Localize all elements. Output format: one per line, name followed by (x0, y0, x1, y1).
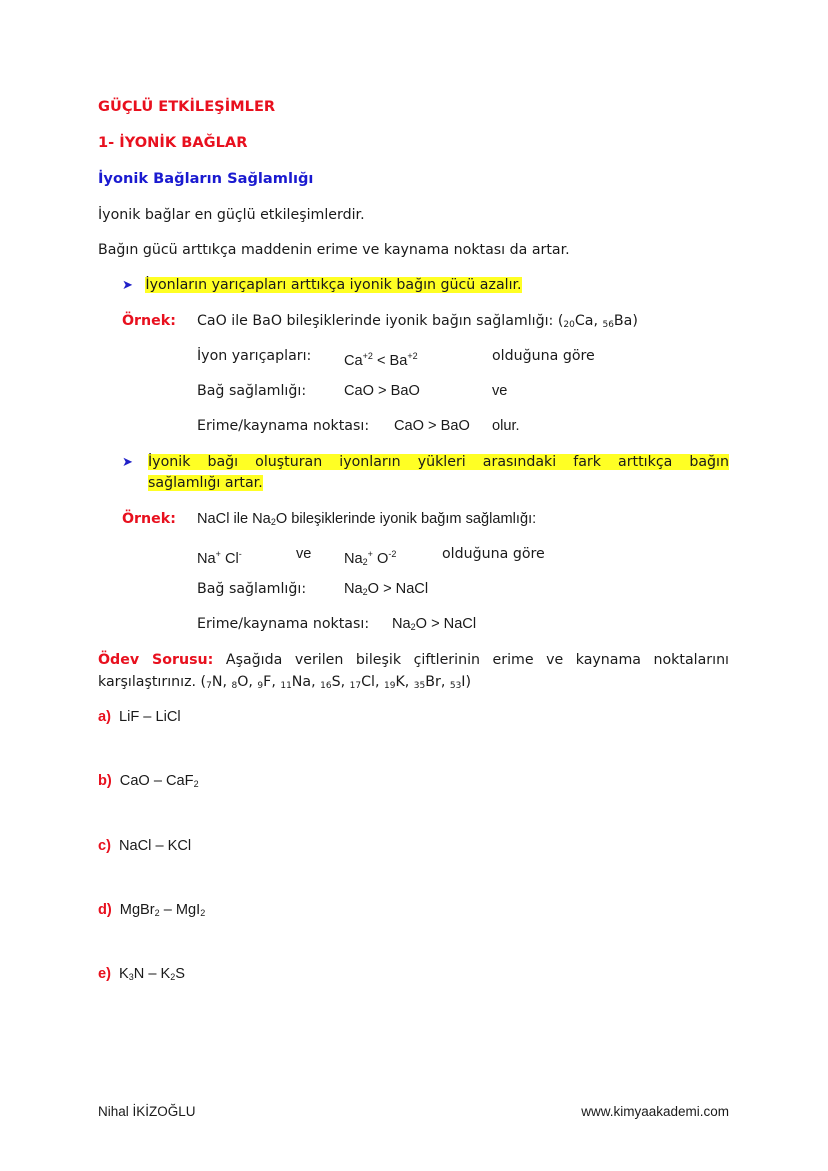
section-heading: 1- İYONİK BAĞLAR (98, 134, 248, 151)
rule-1 (122, 275, 522, 296)
example-1-row2-end: ve (492, 383, 508, 399)
example-1-row2-value: CaO > BaO (344, 383, 420, 399)
footer-author: Nihal İKİZOĞLU (98, 1104, 196, 1119)
example-2-row1-ions-2: $Na_2^+$ $O^{-2}$ (344, 549, 397, 567)
arrow-bullet-icon: ➤ (122, 278, 133, 293)
example-1-row1-label: İyon yarıçapları: (197, 348, 312, 364)
rule-2-arrow (122, 452, 133, 473)
question-b: b) CaO – CaF$_2$ (98, 773, 199, 789)
subsection-heading: İyonik Bağların Sağlamlığı (98, 170, 314, 187)
page-title: GÜÇLÜ ETKİLEŞİMLER (98, 98, 276, 115)
example-1-header (122, 311, 176, 331)
example-2-row1-ions: Na+ Cl- (197, 549, 242, 567)
example-1-row2-label: Bağ sağlamlığı: (197, 383, 307, 399)
example-2-header (122, 509, 176, 529)
homework-line-2: karşılaştırınız. (7N, 8O, 9F, 11Na, 16S, 17Cl, 19K, 35Br, 53I) (98, 674, 472, 691)
example-1-row1-value: $Ca^{+2} < Ba^{+2}$ (344, 351, 418, 369)
homework-line-1: Ödev Sorusu: Aşağıda verilen bileşik çiftlerinin erime ve kaynama noktalarını (98, 652, 729, 668)
intro-line-2: Bağın gücü arttıkça maddenin erime ve kaynama noktası da artar. (98, 242, 570, 258)
example-2-row1-end: olduğuna göre (442, 546, 545, 562)
intro-line-1: İyonik bağlar en güçlü etkileşimlerdir. (98, 207, 365, 223)
example-1-row3-value: CaO > BaO (394, 418, 470, 434)
example-2-row2-value: $Na_2O$ > NaCl (344, 581, 429, 597)
question-d: d) MgBr$_2$ – MgI$_2$ (98, 902, 206, 918)
question-e: e) $K_3N - K_2S$ (98, 966, 185, 982)
example-1-row1-end: olduğuna göre (492, 348, 595, 364)
question-a: a) LiF – LiCl (98, 709, 181, 725)
homework-label: Ödev Sorusu: (98, 652, 214, 668)
example-label: Örnek: (122, 511, 176, 527)
rule-2-line-1: İyonik bağı oluşturan iyonların yükleri arasındaki fark arttıkça bağın (148, 454, 729, 470)
question-c: c) NaCl – KCl (98, 838, 192, 854)
example-1-text: CaO ile BaO bileşiklerinde iyonik bağın sağlamlığı: (20Ca, 56Ba) (197, 313, 638, 330)
example-2-row3-label: Erime/kaynama noktası: (197, 616, 370, 632)
example-2-row3-value: $Na_2O$ > NaCl (392, 616, 477, 632)
example-2-row1-ve: ve (296, 546, 312, 562)
example-1-row3-end: olur. (492, 418, 520, 434)
rule-1-text: İyonların yarıçapları arttıkça iyonik bağın gücü azalır. (145, 277, 522, 293)
example-1-row3-label: Erime/kaynama noktası: (197, 418, 370, 434)
example-label: Örnek: (122, 313, 176, 329)
example-2-text: NaCl ile $Na_2O$ bileşiklerinde iyonik bağım sağlamlığı: (197, 511, 537, 527)
footer-website[interactable]: www.kimyaakademi.com (581, 1104, 729, 1119)
arrow-bullet-icon: ➤ (122, 455, 133, 470)
rule-2-line-2: sağlamlığı artar. (148, 475, 263, 491)
example-2-row2-label: Bağ sağlamlığı: (197, 581, 307, 597)
